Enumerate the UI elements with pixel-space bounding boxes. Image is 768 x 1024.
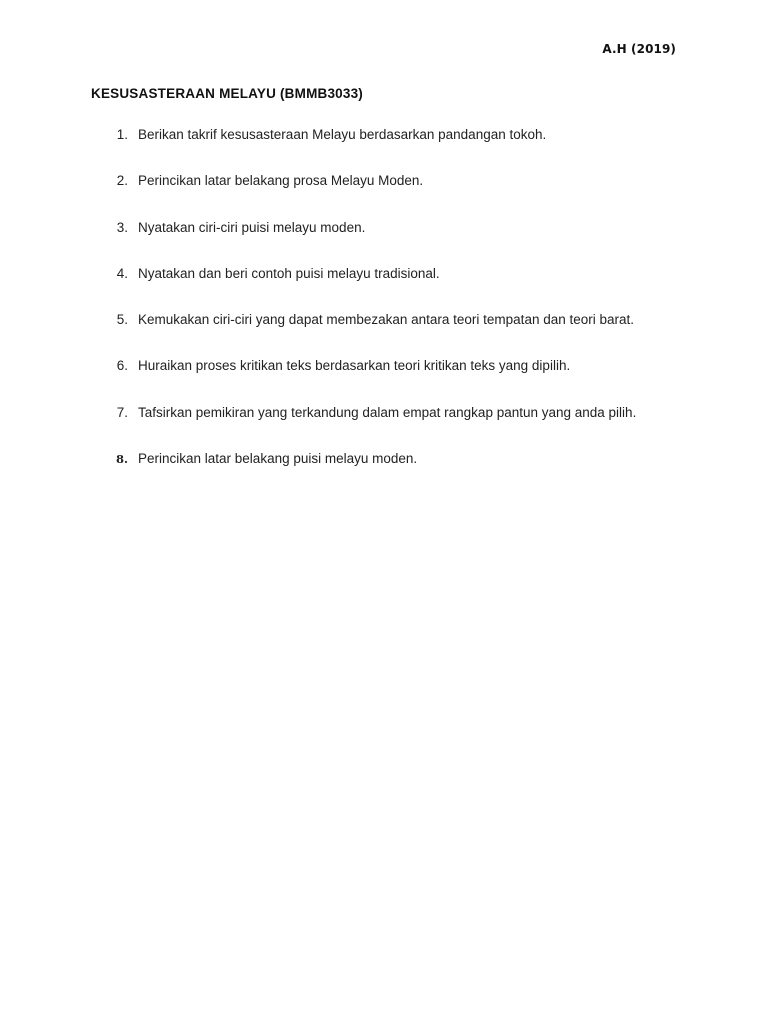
question-text: Kemukakan ciri-ciri yang dapat membezakan antara teori tempatan dan teori barat. <box>138 312 635 328</box>
question-number: 7. <box>116 404 128 420</box>
question-text: Tafsirkan pemikiran yang terkandung dalam empat rangkap pantun yang anda pilih. <box>138 404 637 420</box>
question-number: 8. <box>115 452 128 467</box>
question-text: Nyatakan dan beri contoh puisi melayu tradisional. <box>138 265 440 281</box>
question-text: Nyatakan ciri-ciri puisi melayu moden. <box>138 219 366 235</box>
question-text: Perincikan latar belakang puisi melayu moden. <box>138 451 418 467</box>
list-item <box>0 404 768 450</box>
list-item <box>0 265 768 311</box>
list-item <box>0 357 768 403</box>
list-item <box>0 450 768 496</box>
question-number: 5. <box>116 312 128 328</box>
question-list <box>0 126 768 496</box>
question-text: Berikan takrif kesusasteraan Melayu berdasarkan pandangan tokoh. <box>138 127 547 142</box>
list-item <box>0 126 768 172</box>
list-item <box>0 219 768 265</box>
author-year: A.H (2019) <box>602 42 676 56</box>
list-item <box>0 172 768 218</box>
list-item <box>0 311 768 357</box>
question-text: Huraikan proses kritikan teks berdasarkan teori kritikan teks yang dipilih. <box>138 358 571 374</box>
question-number: 3. <box>116 219 128 235</box>
question-number: 2. <box>116 173 128 189</box>
question-number: 6. <box>116 358 128 374</box>
page-title: KESUSASTERAAN MELAYU (BMMB3033) <box>91 86 363 101</box>
question-number: 1. <box>116 127 128 142</box>
question-text: Perincikan latar belakang prosa Melayu Moden. <box>138 173 424 189</box>
question-number: 4. <box>116 265 128 281</box>
